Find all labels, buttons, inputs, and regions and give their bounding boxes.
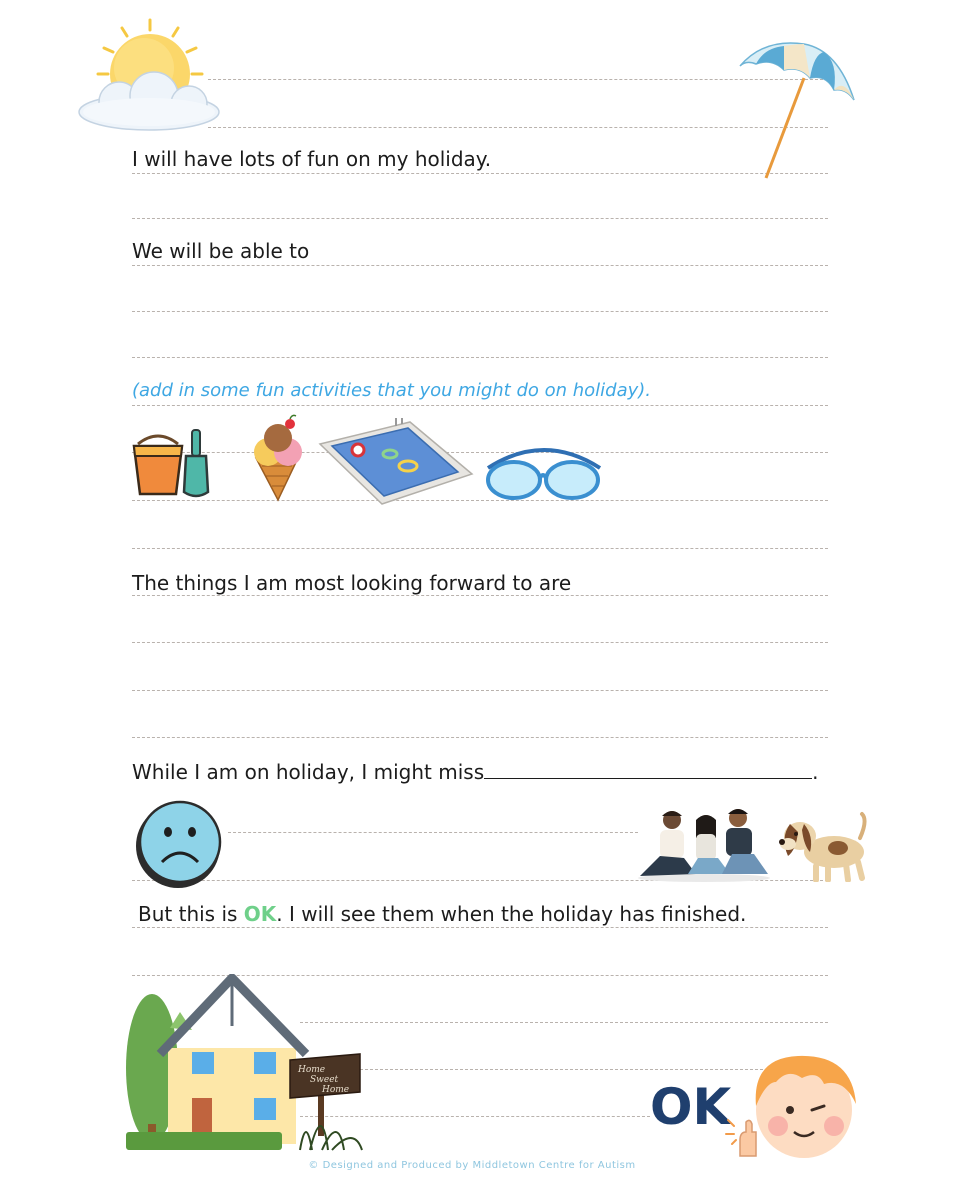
hint-activities: (add in some fun activities that you might do on holiday).: [132, 380, 652, 401]
home-sign-line3: Home: [322, 1085, 350, 1095]
swimming-goggles-icon: [484, 440, 604, 504]
bucket-and-spade-icon: [130, 426, 222, 502]
ok-sign-text: OK: [650, 1078, 732, 1136]
writing-line: [132, 452, 828, 453]
sun-cloud-icon: [74, 16, 224, 134]
sentence-ok: [138, 902, 746, 926]
writing-line: [132, 265, 828, 266]
writing-line: [132, 690, 828, 691]
writing-line: [132, 927, 828, 928]
writing-line: [132, 595, 828, 596]
miss-blank-line[interactable]: [484, 760, 812, 779]
writing-line: [300, 1022, 828, 1023]
sentence-able: We will be able to: [132, 239, 310, 263]
house-icon: [122, 974, 368, 1158]
ice-cream-cone-icon: [246, 414, 310, 502]
sentence-miss: [132, 760, 818, 784]
footer-credit: © Designed and Produced by Middletown Centre for Autism: [308, 1160, 636, 1171]
writing-line: [132, 642, 828, 643]
writing-line: [132, 173, 828, 174]
writing-line: [132, 737, 828, 738]
sentence-miss-text: While I am on holiday, I might miss: [132, 760, 485, 784]
ok-highlight: OK: [243, 902, 277, 926]
sad-face-icon: [132, 798, 226, 890]
writing-line: [132, 548, 828, 549]
writing-line: [228, 832, 638, 833]
home-sign-line1: Home: [298, 1065, 326, 1075]
writing-line: [132, 405, 828, 406]
sentence-forward: The things I am most looking forward to are: [132, 571, 572, 595]
writing-line: [132, 311, 828, 312]
swimming-pool-icon: [318, 418, 474, 508]
dog-icon: [776, 810, 870, 882]
friends-group-icon: [636, 808, 772, 882]
writing-line: [132, 357, 828, 358]
ok-boy-icon: [648, 1048, 870, 1160]
writing-line: [132, 500, 828, 501]
sentence-ok-before: But this is: [138, 902, 244, 926]
sentence-miss-end: .: [812, 760, 819, 784]
sentence-fun: I will have lots of fun on my holiday.: [132, 147, 492, 171]
sentence-ok-after: . I will see them when the holiday has finished.: [276, 902, 747, 926]
writing-line: [132, 218, 828, 219]
beach-umbrella-icon: [734, 38, 858, 184]
home-sign-line2: Sweet: [310, 1075, 339, 1085]
